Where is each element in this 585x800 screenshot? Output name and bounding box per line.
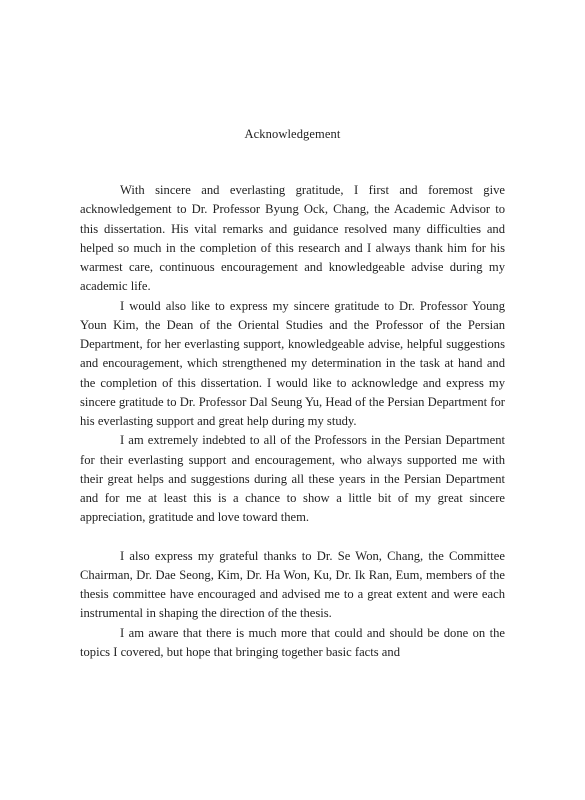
paragraph-advisor: With sincere and everlasting gratitude, I first and foremost give acknowledgement to Dr. Professor Byung Ock, Chang, the Academic Advisor to this dissertation. His vital remarks and guidance resolved many difficulties and helped so much in the completion of this research and I always thank him for his warmest care, continuous encouragement and knowledgeable advise during my academic life. bbox=[80, 183, 505, 294]
document-body bbox=[80, 181, 505, 662]
paragraph-dean: I would also like to express my sincere gratitude to Dr. Professor Young Youn Kim, the Dean of the Oriental Studies and the Professor of the Persian Department, for her everlasting support, knowledgeable advise, helpful suggestions and encouragement, which strengthened my determination in the task at hand and the completion of this dissertation. I would like to acknowledge and express my sincere gratitude to Dr. Professor Dal Seung Yu, Head of the Persian Department for his everlasting support and great help during my study. bbox=[80, 298, 505, 428]
paragraph-committee: I also express my grateful thanks to Dr. Se Won, Chang, the Committee Chairman, Dr. Dae Seong, Kim, Dr. Ha Won, Ku, Dr. Ik Ran, Eum, members of the thesis committee have encouraged and advised me to a great extent and were each instrumental in shaping the direction of the thesis. bbox=[80, 548, 505, 621]
paragraph-spacer bbox=[80, 528, 505, 547]
paragraph-closing: I am aware that there is much more that could and should be done on the topics I covered, but hope that bringing together basic facts and bbox=[80, 625, 505, 659]
page-title: Acknowledgement bbox=[244, 127, 341, 141]
paragraph-professors: I am extremely indebted to all of the Professors in the Persian Department for their everlasting support and encouragement, who always supported me with their great helps and suggestions during all these years in the Persian Department and for me at least this is a chance to show a little bit of my great sincere appreciation, gratitude and love toward them. bbox=[80, 433, 505, 525]
